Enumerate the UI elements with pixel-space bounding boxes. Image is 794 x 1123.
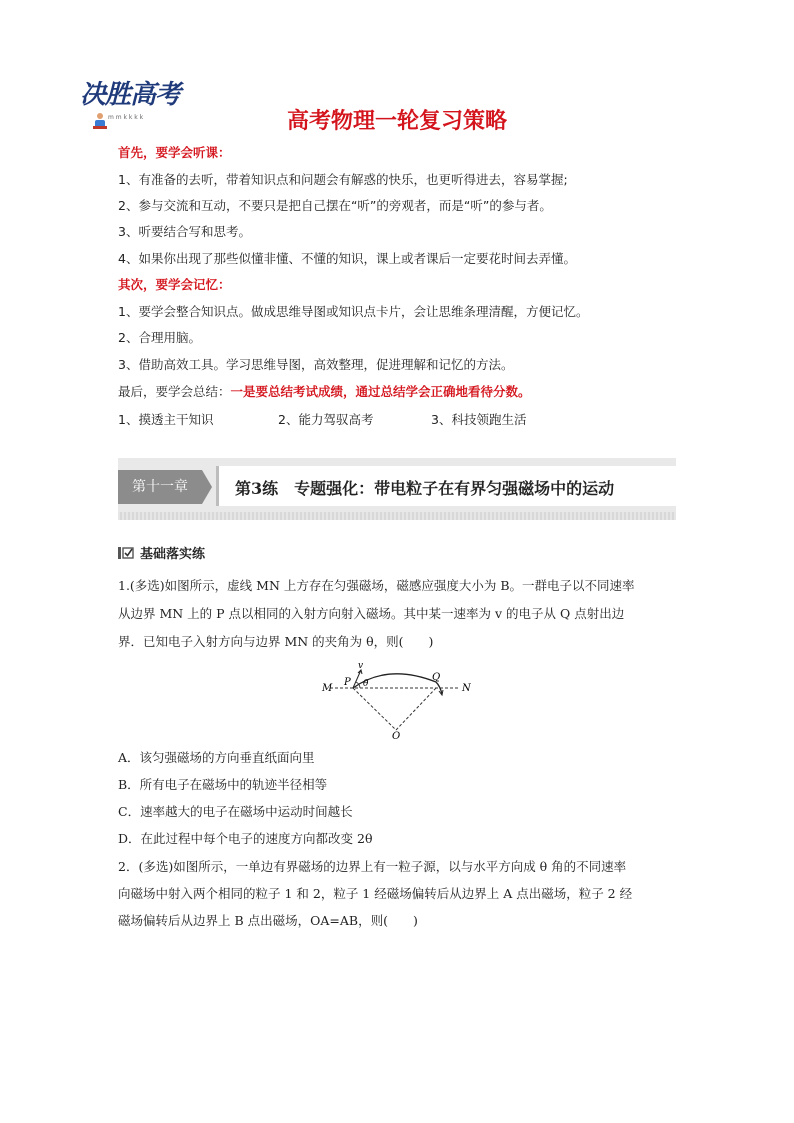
section-title: 基础落实练 (140, 547, 206, 562)
summary-item-3: 3、科技领跑生活 (431, 412, 527, 427)
q1-line-3: 界．已知电子入射方向与边界 MN 的夹角为 θ，则( ) (118, 634, 434, 649)
lesson-title: 第3练 专题强化：带电粒子在有界匀强磁场中的运动 (235, 479, 615, 498)
q1-line-1: 1.(多选)如图所示，虚线 MN 上方存在匀强磁场，磁感应强度大小为 B。一群电子以不同速率 (118, 578, 635, 593)
label-m: M (322, 683, 333, 694)
q2-line-1: 2．(多选)如图所示，一单边有界磁场的边界上有一粒子源，以与水平方向成 θ 角的不同速率 (118, 859, 627, 874)
label-o: O (392, 731, 401, 740)
summary-prefix: 最后，要学会总结： (118, 384, 231, 399)
heading-memory: 其次，要学会记忆： (118, 277, 231, 292)
label-theta: θ (363, 679, 369, 689)
listen-item-2: 2、参与交流和互动，不要只是把自己摆在“听”的旁观者，而是“听”的参与者。 (118, 198, 552, 213)
label-v: v (358, 661, 364, 671)
summary-line (118, 384, 531, 400)
magnetic-field-diagram (318, 658, 476, 740)
section-heading (118, 543, 205, 562)
summary-item-2: 2、能力驾驭高考 (278, 412, 374, 427)
q2-line-3: 磁场偏转后从边界上 B 点出磁场，OA=AB，则( ) (118, 913, 418, 928)
memory-item-3: 3、借助高效工具。学习思维导图，高效整理，促进理解和记忆的方法。 (118, 357, 514, 372)
radius-qo (396, 688, 436, 730)
listen-item-3: 3、听要结合写和思考。 (118, 224, 251, 239)
logo-subtitle: m m k k k k (108, 114, 144, 121)
listen-item-4: 4、如果你出现了那些似懂非懂、不懂的知识，课上或者课后一定要花时间去弄懂。 (118, 251, 576, 266)
q2-line-2: 向磁场中射入两个相同的粒子 1 和 2，粒子 1 经磁场偏转后从边界上 A 点出磁场，粒子 2 经 (118, 886, 633, 901)
q1-option-a: A．该匀强磁场的方向垂直纸面向里 (118, 750, 315, 765)
page-title: 高考物理一轮复习策略 (286, 109, 507, 134)
chapter-label: 第十一章 (118, 470, 202, 504)
label-n: N (462, 683, 471, 694)
label-q: Q (432, 672, 441, 683)
listen-item-1: 1、有准备的去听，带着知识点和问题会有解惑的快乐，也更听得进去，容易掌握; (118, 172, 568, 187)
memory-item-2: 2、合理用脑。 (118, 330, 201, 345)
memory-item-1: 1、要学会整合知识点。做成思维导图或知识点卡片，会让思维条理清醒，方便记忆。 (118, 304, 589, 319)
label-p: P (344, 677, 351, 688)
q1-line-2: 从边界 MN 上的 P 点以相同的入射方向射入磁场。其中某一速率为 v 的电子从 Q 点射出边 (118, 606, 625, 621)
logo-text: 决胜高考 (80, 80, 181, 110)
q1-option-d: D．在此过程中每个电子的速度方向都改变 2θ (118, 831, 373, 846)
checkbox-icon (118, 546, 134, 560)
radius-po (353, 688, 396, 730)
chapter-banner (118, 458, 676, 520)
summary-highlight: 一是要总结考试成绩，通过总结学会正确地看待分数。 (230, 384, 531, 399)
q1-option-c: C．速率越大的电子在磁场中运动时间越长 (118, 804, 353, 819)
q1-option-b: B．所有电子在磁场中的轨迹半径相等 (118, 777, 328, 792)
summary-item-1: 1、摸透主干知识 (118, 412, 214, 427)
lesson-box (216, 466, 679, 506)
heading-listen: 首先，要学会听课： (118, 145, 231, 160)
